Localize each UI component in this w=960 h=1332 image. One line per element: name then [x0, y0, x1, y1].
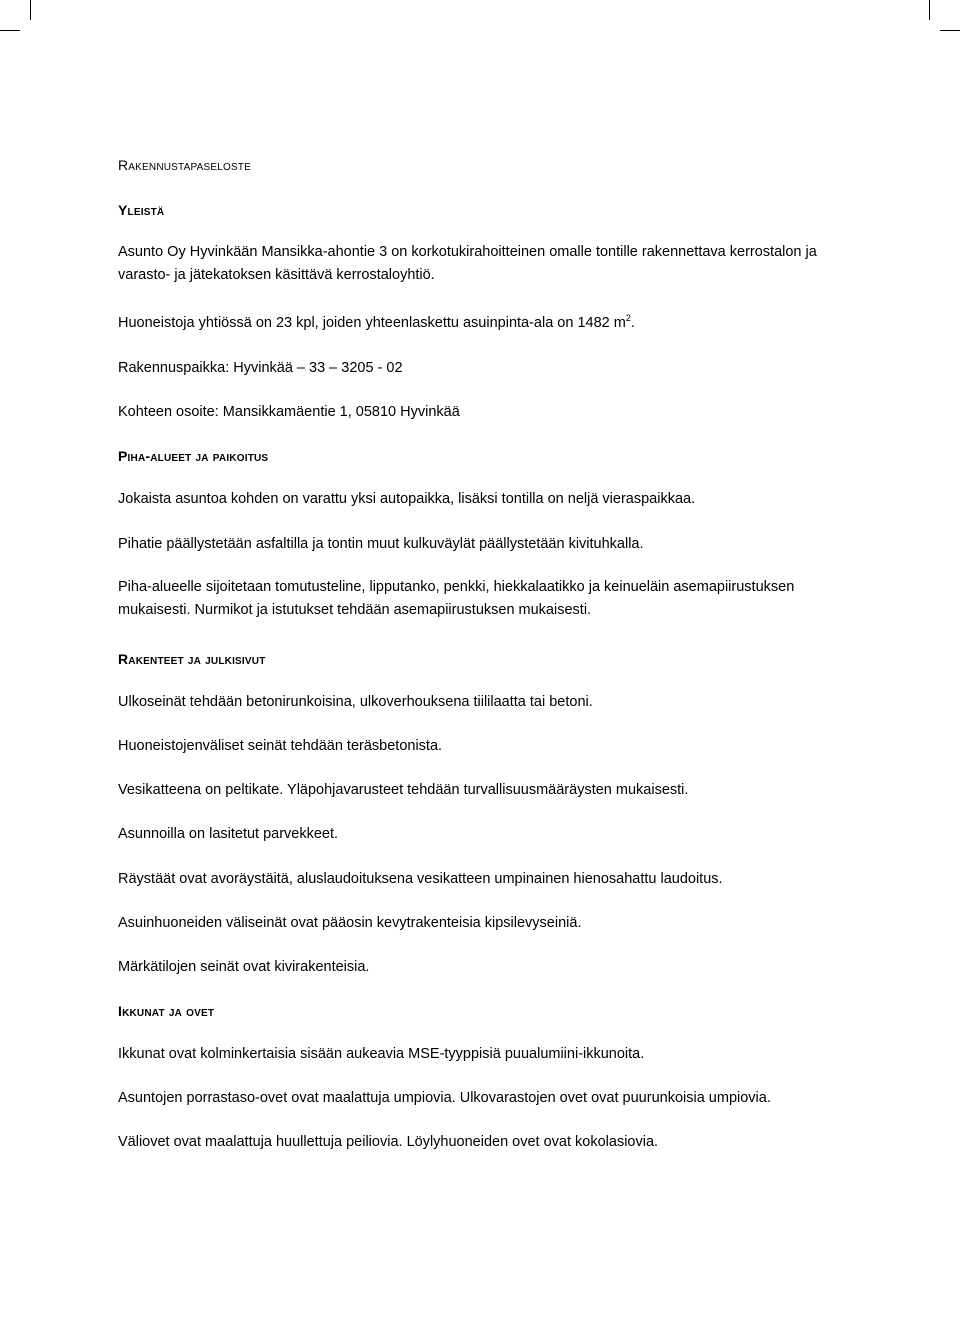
document-title: Rakennustapaseloste [118, 157, 252, 173]
paragraph-piha-1: Jokaista asuntoa kohden on varattu yksi autopaikka, lisäksi tontilla on neljä vieraspaikkaa. [118, 491, 696, 507]
section-heading-yleista: Yleistä [118, 202, 165, 218]
paragraph-ikkunat-1: Ikkunat ovat kolminkertaisia sisään aukeavia MSE-tyyppisiä puualumiini-ikkunoita. [118, 1046, 645, 1062]
paragraph-ikkunat-2: Asuntojen porrastaso-ovet ovat maalattuja umpiovia. Ulkovarastojen ovet ovat puurunkoisia umpiovia. [118, 1090, 771, 1106]
paragraph-yleista-2-end: . [630, 315, 635, 331]
paragraph-rakenteet-7: Märkätilojen seinät ovat kivirakenteisia. [118, 959, 370, 975]
section-heading-piha: Piha-alueet ja paikoitus [118, 448, 269, 464]
paragraph-rakenteet-6: Asuinhuoneiden väliseinät ovat pääosin kevytrakenteisia kipsilevyseiniä. [118, 915, 582, 931]
paragraph-piha-2: Pihatie päällystetään asfaltilla ja tontin muut kulkuväylät päällystetään kivituhkalla. [118, 536, 644, 552]
paragraph-rakenteet-5: Räystäät ovat avoräystäitä, aluslaudoituksena vesikatteen umpinainen hienosahattu laudoitus. [118, 871, 723, 887]
paragraph-rakenteet-3: Vesikatteena on peltikate. Yläpohjavarusteet tehdään turvallisuusmääräysten mukaisesti. [118, 782, 689, 798]
crop-mark-right-vertical [929, 0, 930, 20]
crop-mark-left-vertical [30, 0, 31, 20]
paragraph-rakenteet-1: Ulkoseinät tehdään betonirunkoisina, ulkoverhouksena tiililaatta tai betoni. [118, 694, 593, 710]
paragraph-osoite: Kohteen osoite: Mansikkamäentie 1, 05810 Hyvinkää [118, 404, 460, 420]
section-heading-ikkunat: Ikkunat ja ovet [118, 1003, 215, 1019]
crop-mark-left-horizontal [0, 30, 20, 31]
section-heading-rakenteet: Rakenteet ja julkisivut [118, 651, 266, 667]
paragraph-yleista-2-text: Huoneistoja yhtiössä on 23 kpl, joiden yhteenlaskettu asuinpinta-ala on 1482 m [118, 315, 626, 331]
paragraph-yleista-1: Asunto Oy Hyvinkään Mansikka-ahontie 3 on korkotukirahoitteinen omalle tontille rakennettava kerrostalon ja varasto- ja jätekatoksen käsittävä kerrostaloyhtiö. [118, 244, 817, 283]
paragraph-yleista-2 [118, 314, 635, 332]
paragraph-ikkunat-3: Väliovet ovat maalattuja huullettuja peiliovia. Löylyhuoneiden ovet ovat kokolasiovia. [118, 1134, 659, 1150]
paragraph-piha-3: Piha-alueelle sijoitetaan tomutusteline, lipputanko, penkki, hiekkalaatikko ja keinueläin asemapiirustuksen mukaisesti. Nurmikot ja istutukset tehdään asemapiirustuksen mukaisesti. [118, 579, 795, 618]
paragraph-rakennuspaikka: Rakennuspaikka: Hyvinkää – 33 – 3205 - 02 [118, 360, 403, 376]
crop-mark-right-horizontal [940, 30, 960, 31]
paragraph-rakenteet-2: Huoneistojenväliset seinät tehdään teräsbetonista. [118, 738, 443, 754]
superscript-2: 2 [625, 313, 631, 324]
paragraph-rakenteet-4: Asunnoilla on lasitetut parvekkeet. [118, 826, 339, 842]
